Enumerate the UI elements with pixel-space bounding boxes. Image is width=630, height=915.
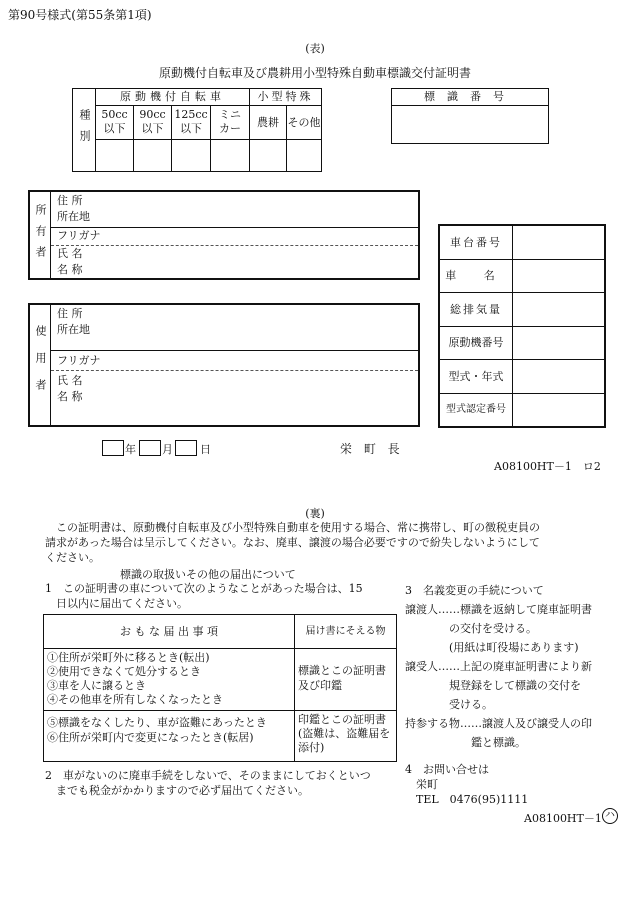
type-side-header-text: 種別: [78, 109, 91, 151]
day-box[interactable]: [175, 440, 197, 456]
back-form-code: A08100HT－1: [524, 812, 602, 825]
vehicle-row-displacement: [440, 293, 604, 327]
vehicle-row-value[interactable]: [512, 226, 604, 259]
vehicle-row-label: 型式・年式: [448, 370, 504, 383]
item2-text: 2 車がないのに廃車手続をしないで、そのままにしておくといつ までも税金がかかりますので必ず届出てください。: [45, 769, 371, 797]
col-minicar: ミニ カー: [210, 106, 249, 140]
col-other: その他: [286, 106, 321, 140]
cell-125cc[interactable]: [171, 140, 210, 171]
month-label: 月: [162, 443, 173, 456]
user-label-text: 使用者: [34, 324, 47, 406]
notification-group-1-items: ①住所が栄町外に移るとき(転出) ②使用できなくて処分するとき ③車を人に譲るとき ④その他車を所有しなくなったとき: [47, 651, 223, 706]
intro-paragraph: この証明書は、原動機付自転車及び小型特殊自動車を使用する場合、常に携帯し、町の徴税吏員の 請求があった場合は呈示してください。なお、廃車、譲渡の場合必要ですので紛失しないようにして ください。: [45, 521, 540, 564]
owner-box: [28, 190, 420, 280]
col-50cc: 50cc 以下: [95, 106, 133, 140]
owner-name-field[interactable]: [51, 246, 418, 278]
user-address-label: 住 所: [57, 307, 83, 320]
mayor-label: 栄 町 長: [340, 442, 404, 456]
owner-title-label: 名 称: [57, 263, 83, 276]
vehicle-row-label: 車 名: [445, 269, 507, 282]
section-title: 標識の取扱いその他の届出について: [120, 568, 296, 581]
owner-fields: [50, 192, 418, 278]
notification-header-attach: 届け書にそえる物: [294, 615, 396, 648]
vehicle-row-label: 型式認定番号: [446, 404, 506, 415]
group-header-small-special: 小型特殊: [249, 89, 321, 106]
user-title-label: 名 称: [57, 390, 83, 403]
user-address-field[interactable]: [51, 305, 418, 351]
vehicle-row-label: 総排気量: [450, 303, 502, 316]
cell-other[interactable]: [286, 140, 321, 171]
vehicle-info-table: [438, 224, 606, 428]
owner-address-label: 住 所: [57, 194, 83, 207]
vehicle-row-value[interactable]: [512, 260, 604, 292]
item3-text: 3 名義変更の手続について 譲渡人……標識を返納して廃車証明書 の交付を受ける。 (用紙は町役場にあります) 譲受人……上記の廃車証明書により新 規登録をして標識の交付を 受ける。 持参する物……譲渡人及び譲受人の印 鑑と標識。: [405, 584, 592, 749]
cell-nokou[interactable]: [249, 140, 286, 171]
col-nokou: 農耕: [249, 106, 286, 140]
vehicle-row-value[interactable]: [512, 327, 604, 359]
notification-group-2: [44, 711, 396, 761]
certificate-title: 原動機付自転車及び農耕用小型特殊自動車標識交付証明書: [158, 66, 471, 80]
col-90cc: 90cc 以下: [133, 106, 171, 140]
owner-furigana-field[interactable]: [51, 228, 418, 246]
user-name-field[interactable]: [51, 371, 418, 407]
user-furigana-field[interactable]: [51, 351, 418, 371]
vehicle-row-model-year: [440, 360, 604, 394]
cell-50cc[interactable]: [95, 140, 133, 171]
owner-name-label: 氏 名: [57, 247, 83, 260]
item1-text: 1 この証明書の車について次のようなことがあった場合は、15 日以内に届出てください。: [45, 582, 363, 610]
col-125cc: 125cc 以下: [171, 106, 210, 140]
notification-group-2-items: ⑤標識をなくしたり、車が盗難にあったとき ⑥住所が栄町内で変更になったとき(転居): [47, 716, 267, 744]
vehicle-row-chassis: [440, 226, 604, 260]
notification-group-1-attach: 標識とこの証明書 及び印鑑: [294, 649, 396, 710]
plate-number-box: [391, 88, 549, 144]
form-number: 第90号様式(第55条第1項): [8, 8, 152, 22]
user-name-label: 氏 名: [57, 374, 83, 387]
user-location-label: 所在地: [57, 323, 90, 336]
vehicle-row-approval: [440, 394, 604, 426]
notification-group-1: [44, 649, 396, 711]
day-label: 日: [200, 443, 211, 456]
front-side-label: (表): [305, 42, 325, 55]
cell-minicar[interactable]: [210, 140, 249, 171]
month-box[interactable]: [139, 440, 161, 456]
vehicle-row-value[interactable]: [512, 293, 604, 326]
owner-label: [30, 192, 50, 278]
back-side-label: (裏): [305, 507, 325, 520]
year-box[interactable]: [102, 440, 124, 456]
plate-number-header: 標識番号: [392, 89, 548, 106]
cell-90cc[interactable]: [133, 140, 171, 171]
vehicle-row-value[interactable]: [512, 394, 604, 426]
user-label: [30, 305, 50, 425]
owner-address-field[interactable]: [51, 192, 418, 228]
plate-number-field[interactable]: [392, 106, 548, 143]
vehicle-info-divider: [512, 226, 513, 426]
user-furigana-label: フリガナ: [57, 354, 101, 367]
owner-location-label: 所在地: [57, 210, 90, 223]
group-header-moped: 原動機付自転車: [95, 89, 249, 106]
notification-group-2-attach: 印鑑とこの証明書 (盗難は、盗難届を 添付): [294, 711, 396, 761]
vehicle-row-make: [440, 260, 604, 293]
item4-contact: 4 お問い合せは 栄町 TEL 0476(95)1111: [405, 763, 529, 806]
type-side-header: [73, 89, 95, 171]
notification-header-items: お も な 届 出 事 項: [120, 625, 218, 638]
notification-table: [43, 614, 397, 762]
vehicle-row-label: 原動機番号: [448, 336, 504, 349]
vehicle-row-value[interactable]: [512, 360, 604, 393]
user-fields: [50, 305, 418, 425]
user-box: [28, 303, 420, 427]
owner-furigana-label: フリガナ: [57, 229, 101, 242]
vehicle-row-label: 車台番号: [450, 236, 502, 249]
owner-label-text: 所有者: [34, 203, 47, 267]
vehicle-row-engine: [440, 327, 604, 360]
vehicle-type-table: [72, 88, 322, 172]
year-label: 年: [125, 443, 136, 456]
circled-mark: ハ: [602, 808, 618, 824]
front-form-code: A08100HT－1 ロ2: [494, 460, 601, 473]
notification-table-header: [44, 615, 396, 649]
